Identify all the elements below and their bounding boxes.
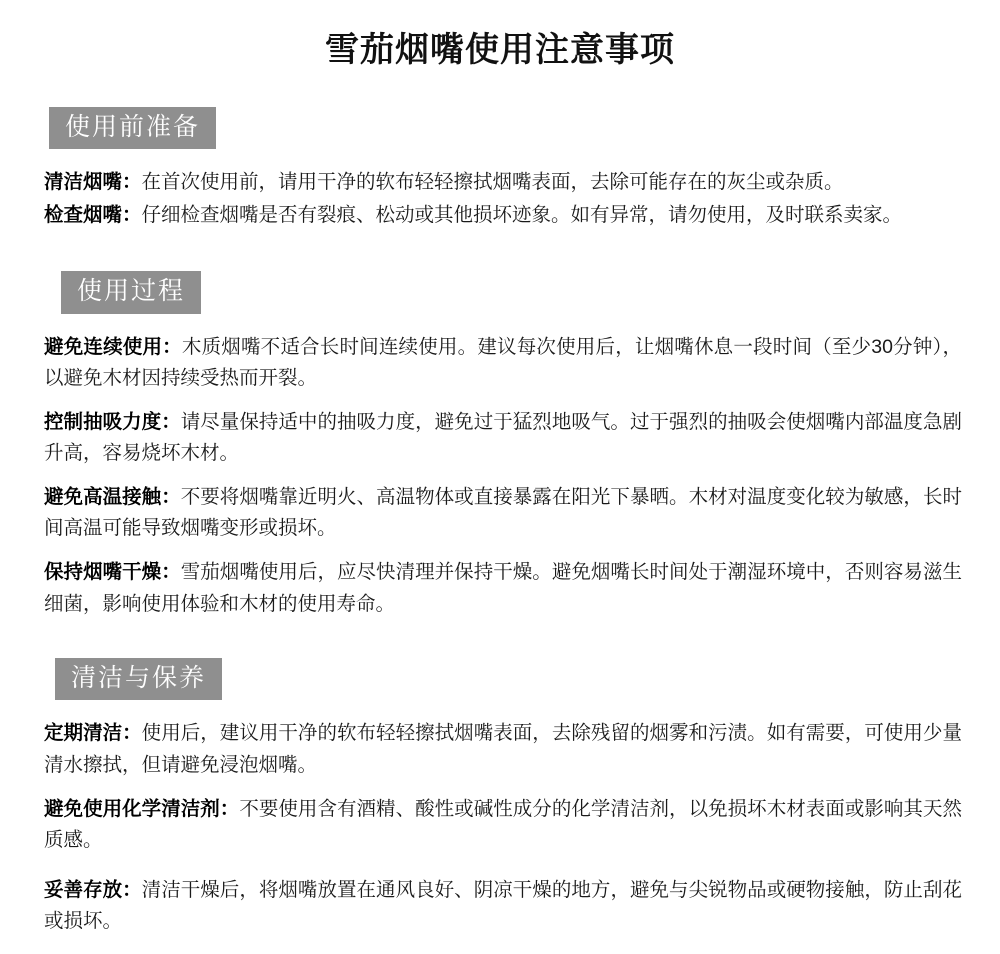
paragraph-label: 定期清洁： (44, 722, 142, 745)
paragraph-label: 避免使用化学清洁剂： (44, 797, 240, 820)
paragraph-proper-storage (22, 875, 978, 938)
paragraph-body: 仔细检查烟嘴是否有裂痕、松动或其他损坏迹象。如有异常，请勿使用，及时联系卖家。 (141, 203, 903, 226)
paragraph-clean-mouthpiece (22, 167, 978, 199)
paragraph-control-draw-strength (22, 407, 978, 470)
paragraph-avoid-high-temperature (22, 482, 978, 545)
paragraph-inspect-mouthpiece (22, 200, 978, 232)
paragraph-label: 避免高温接触： (44, 485, 181, 508)
section-header-row (61, 271, 978, 313)
section-header-badge: 使用前准备 (49, 107, 216, 149)
section-cleaning-maintenance (22, 658, 978, 938)
paragraph-body: 雪茄烟嘴使用后，应尽快清理并保持干燥。避免烟嘴长时间处于潮湿环境中，否则容易滋生细菌，影响使用体验和木材的使用寿命。 (44, 561, 962, 615)
paragraph-label: 妥善存放： (44, 878, 142, 901)
paragraph-body: 清洁干燥后，将烟嘴放置在通风良好、阴凉干燥的地方，避免与尖锐物品或硬物接触，防止刮花或损坏。 (44, 878, 962, 933)
paragraph-label: 控制抽吸力度： (44, 410, 181, 433)
section-header-badge: 清洁与保养 (55, 658, 222, 700)
paragraph-body: 在首次使用前，请用干净的软布轻轻擦拭烟嘴表面，去除可能存在的灰尘或杂质。 (141, 171, 844, 194)
paragraph-body: 不要使用含有酒精、酸性或碱性成分的化学清洁剂，以免损坏木材表面或影响其天然质感。 (44, 797, 962, 852)
paragraph-label: 清洁烟嘴： (44, 171, 142, 194)
section-usage-process (22, 271, 978, 620)
paragraph-label: 避免连续使用： (44, 335, 182, 358)
section-header-row (55, 658, 978, 700)
section-header-row (49, 107, 978, 149)
paragraph-label: 检查烟嘴： (44, 203, 142, 226)
section-usage-preparation (22, 107, 978, 231)
section-header-badge: 使用过程 (61, 271, 201, 313)
paragraph-body: 使用后，建议用干净的软布轻轻擦拭烟嘴表面，去除残留的烟雾和污渍。如有需要，可使用少量清水擦拭，但请避免浸泡烟嘴。 (44, 722, 962, 776)
paragraph-body: 木质烟嘴不适合长时间连续使用。建议每次使用后，让烟嘴休息一段时间（至少30分钟），以避免木材因持续受热而开裂。 (44, 335, 962, 390)
paragraph-body: 不要将烟嘴靠近明火、高温物体或直接暴露在阳光下暴晒。木材对温度变化较为敏感，长时间高温可能导致烟嘴变形或损坏。 (44, 485, 962, 540)
paragraph-avoid-continuous-use (22, 332, 978, 395)
paragraph-regular-cleaning (22, 718, 978, 781)
paragraph-label: 保持烟嘴干燥： (44, 561, 181, 584)
paragraph-body: 请尽量保持适中的抽吸力度，避免过于猛烈地吸气。过于强烈的抽吸会使烟嘴内部温度急剧升高，容易烧坏木材。 (44, 410, 962, 465)
paragraph-avoid-chemical-cleaners (22, 794, 978, 857)
paragraph-keep-dry (22, 557, 978, 620)
page-title: 雪茄烟嘴使用注意事项 (325, 31, 675, 69)
